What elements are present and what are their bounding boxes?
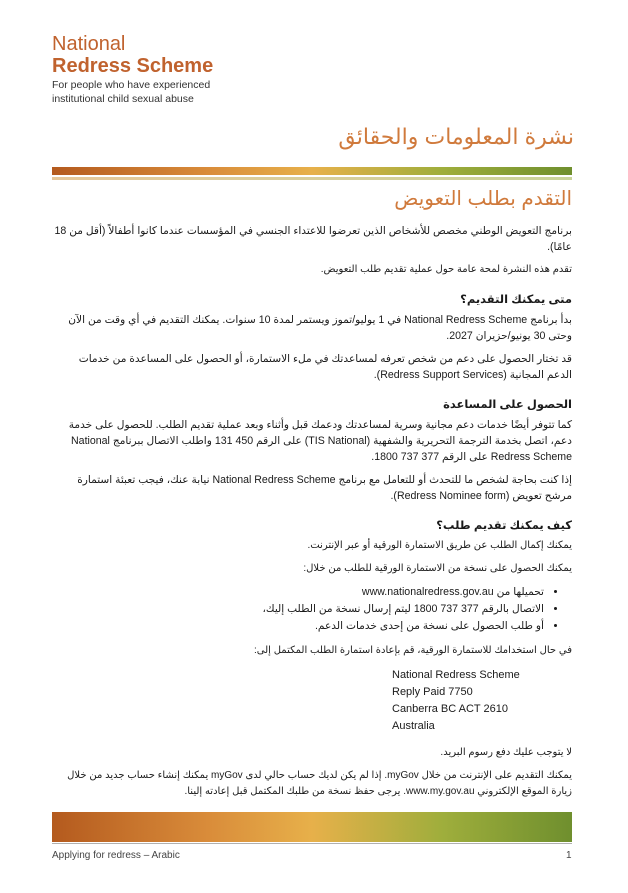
logo-tagline-2: institutional child sexual abuse [52, 93, 194, 105]
intro-paragraph-2: تقدم هذه النشرة لمحة عامة حول عملية تقديم طلب التعويض. [320, 264, 572, 275]
header-color-band [52, 167, 572, 175]
list-item: • تحميلها من www.nationalredress.gov.au [52, 584, 544, 601]
footer-document-name: Applying for redress – Arabic [52, 850, 180, 861]
section-how-paragraph-5: يمكنك التقديم على الإنترنت من خلال myGov. إذا لم يكن لديك حساب حالي لدى myGov يمكنك إنشاء حساب جديد من خلال زيارة الموقع الإلكتروني www.my.gov.au. يرجى حفظ نسخة من طلبك المكتمل قبل إعادته إلينا. [67, 770, 572, 797]
page-number: 1 [566, 850, 572, 861]
list-item: • الاتصال بالرقم 377 737 1800 ليتم إرسال نسخة من الطلب إليك، [52, 601, 544, 618]
logo-line-1: National [52, 33, 126, 55]
logo [52, 34, 312, 105]
section-how-paragraph-4: لا يتوجب عليك دفع رسوم البريد. [440, 747, 572, 758]
section-help-paragraph-1: كما تتوفر أيضًا خدمات دعم مجانية وسرية لمساعدتك ودعمك قبل وأثناء وبعد عملية تقديم الطلب. للحصول على خدمة دعم، اتصل بخدمة الترجمة التحريرية والشفهية (TIS National) على الرقم 450 131 واطلب الاتصال ببرنامج National Redress Scheme على الرقم 377 737 1800. [68, 419, 572, 463]
section-when-paragraph-1: بدأ برنامج National Redress Scheme في 1 يوليو/تموز ويستمر لمدة 10 سنوات. يمكنك التقديم في أي وقت من الآن وحتى 30 يونيو/حزيران 2027. [68, 314, 572, 342]
intro-paragraph-1: برنامج التعويض الوطني مخصص للأشخاص الذين تعرضوا للاعتداء الجنسي في المؤسسات عندما كانوا أطفالاً (أقل من 18 عامًا). [54, 225, 572, 253]
document-body [52, 180, 572, 807]
section-help-paragraph-2: إذا كنت بحاجة لشخص ما للتحدث أو للتعامل مع برنامج National Redress Scheme نيابة عنك، فيجب تعبئة استمارة مرشح تعويض (Redress Nominee form). [77, 474, 572, 502]
postal-address [52, 667, 572, 735]
section-how-heading: كيف يمكنك تقديم طلب؟ [436, 520, 572, 532]
logo-line-2: Redress Scheme [52, 55, 214, 77]
options-list [52, 584, 572, 635]
section-when-paragraph-2: قد تختار الحصول على دعم من شخص تعرفه لمساعدتك في ملء الاستمارة، أو الحصول على المساعدة من خدمات الدعم المجانية (Redress Support Services). [78, 353, 572, 381]
address-line: Australia [392, 720, 435, 732]
series-title: نشرة المعلومات والحقائق [338, 124, 574, 149]
section-when-heading: متى يمكنك التقديم؟ [460, 294, 572, 306]
list-item: • أو طلب الحصول على نسخة من إحدى خدمات الدعم. [52, 618, 544, 635]
section-how-paragraph-2: يمكنك الحصول على نسخة من الاستمارة الورقية للطلب من خلال: [303, 563, 572, 574]
section-help-heading: الحصول على المساعدة [443, 399, 572, 411]
footer-color-band [52, 812, 572, 842]
document-title: التقدم بطلب التعويض [394, 188, 572, 210]
section-how-paragraph-1: يمكنك إكمال الطلب عن طريق الاستمارة الورقية أو عبر الإنترنت. [307, 540, 572, 551]
footer-divider [52, 843, 572, 844]
address-line: National Redress Scheme [392, 669, 520, 681]
address-line: Canberra BC ACT 2610 [392, 703, 508, 715]
address-line: Reply Paid 7750 [392, 686, 473, 698]
logo-tagline-1: For people who have experienced [52, 79, 211, 91]
section-how-paragraph-3: في حال استخدامك للاستمارة الورقية، قم بإعادة استمارة الطلب المكتمل إلى: [254, 645, 572, 656]
